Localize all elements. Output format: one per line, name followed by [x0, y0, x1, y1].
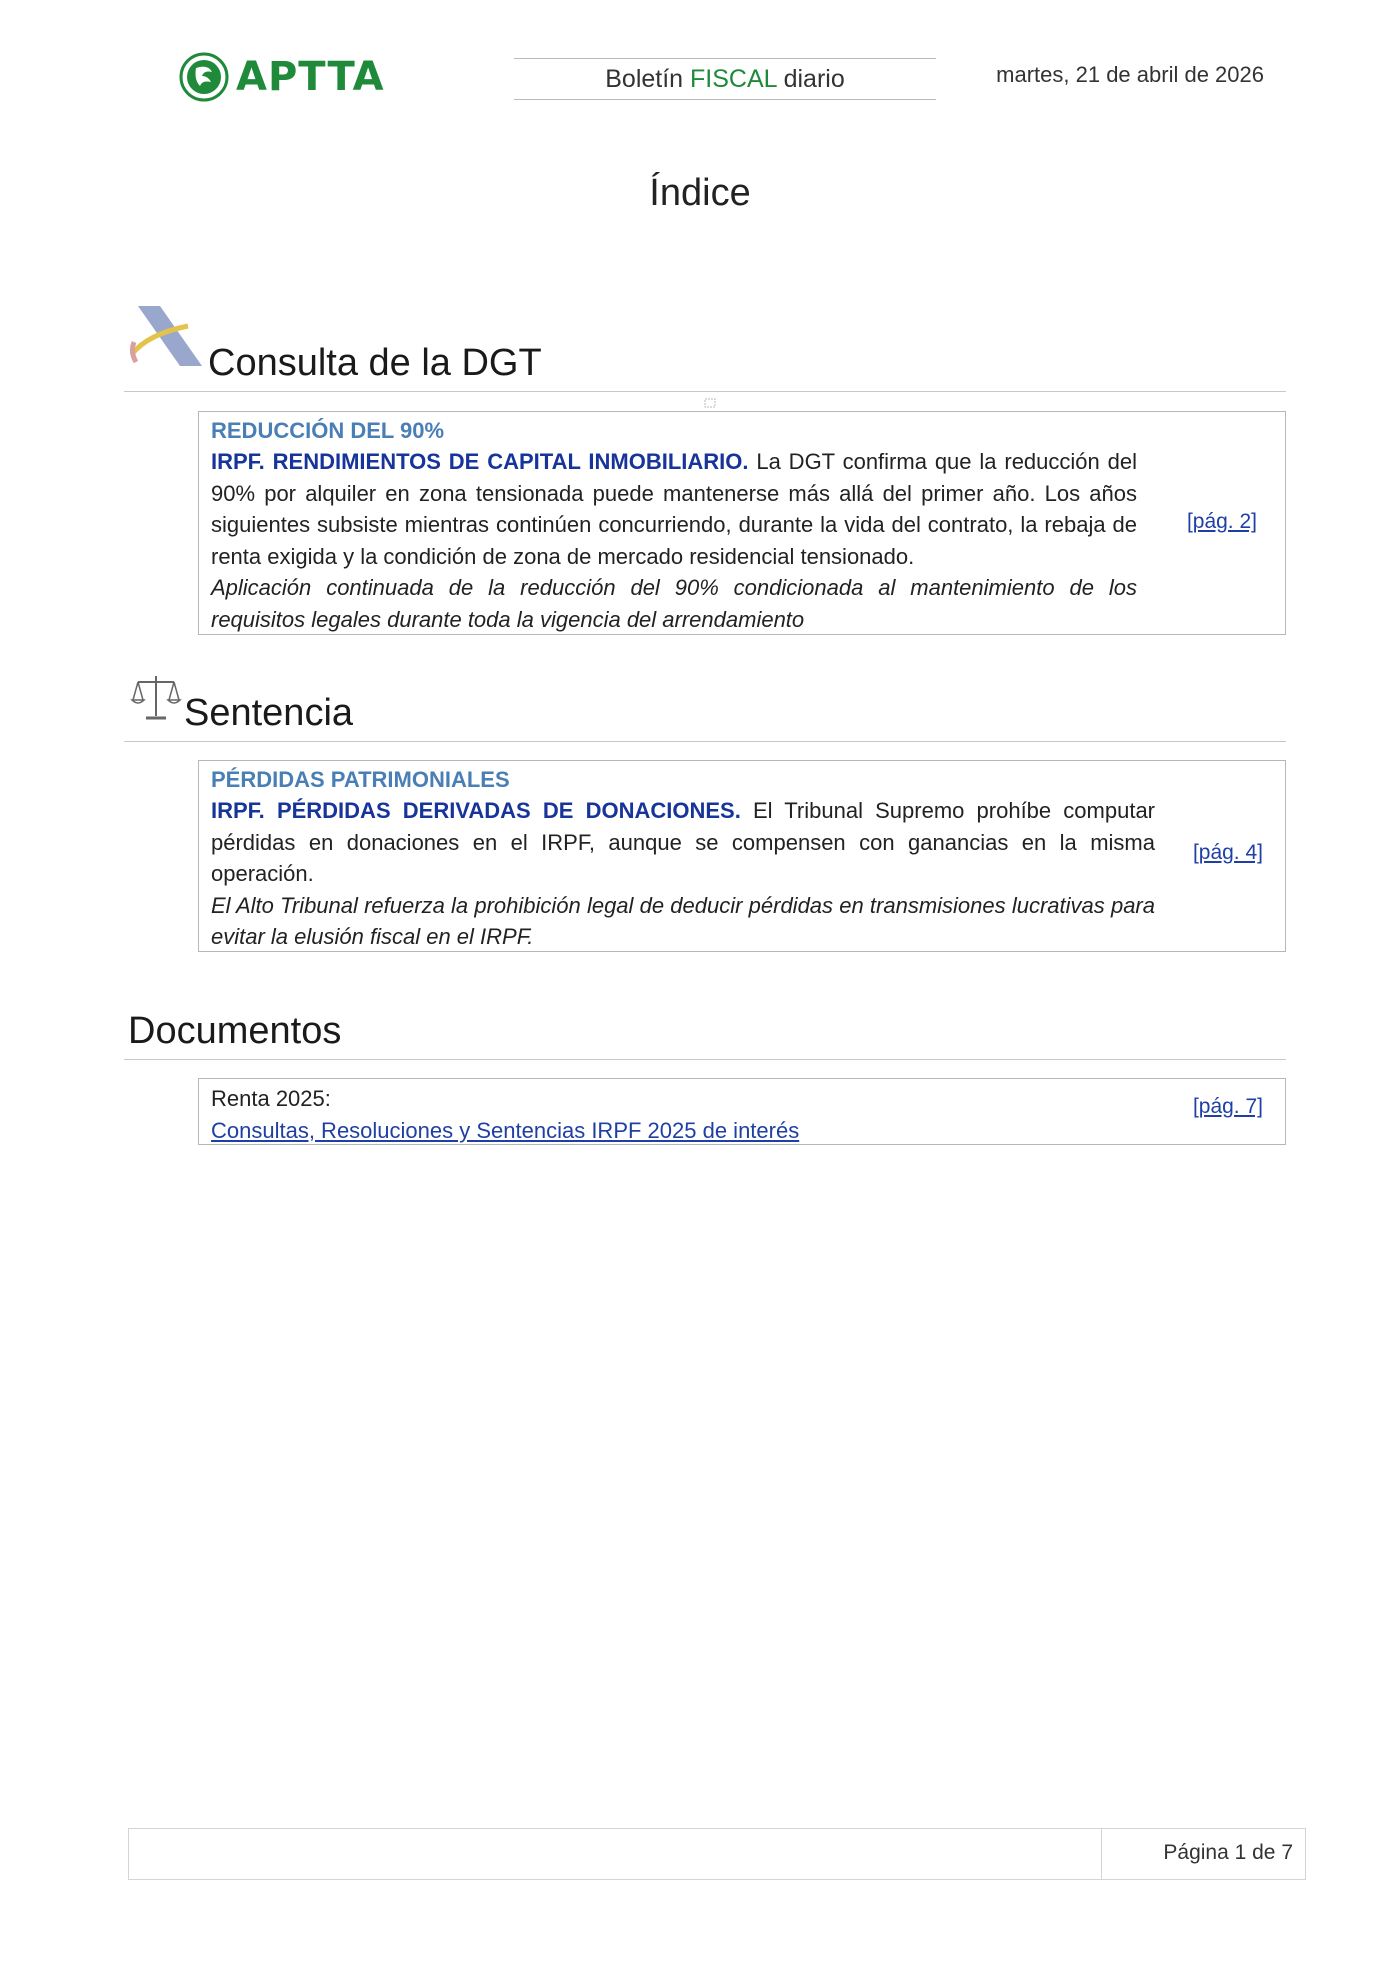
- title-part-3: diario: [776, 65, 845, 93]
- aptta-logo: [178, 52, 385, 102]
- bulletin-date: martes, 21 de abril de 2026: [996, 62, 1264, 87]
- bulletin-title: [514, 58, 936, 100]
- dgt-entry-summary: Aplicación continuada de la reducción del 90% condicionada al mantenimiento de los requisitos legales durante toda la vigencia del arrendamiento: [211, 575, 1137, 632]
- dgt-entry-text: La DGT confirma que la reducción del 90% por alquiler en zona tensionada puede mantenerse más allá del primer año. Los años siguientes subsiste mientras continúen concurriendo, durante la vida del contrato, la rebaja de renta exigida y la condición de zona de mercado residencial tensionado.: [211, 449, 1137, 569]
- page-footer: [128, 1828, 1306, 1880]
- dgt-page-link[interactable]: [pág. 2]: [1186, 510, 1257, 533]
- title-part-1: Boletín: [605, 65, 691, 93]
- sentencia-page-link[interactable]: [pág. 4]: [1192, 841, 1263, 864]
- section-documentos-heading: [124, 1008, 1286, 1060]
- section-dgt-title: Consulta de la DGT: [208, 342, 542, 384]
- footer-page-number: Página 1 de 7: [1163, 1841, 1293, 1864]
- aptta-emblem-icon: [178, 52, 230, 102]
- documentos-page-link[interactable]: [pág. 7]: [1192, 1095, 1263, 1118]
- documentos-entry-box: [198, 1078, 1286, 1145]
- section-sentencia-heading: [124, 690, 1286, 742]
- dgt-entry-body: [211, 446, 1137, 572]
- sentencia-entry-headline: IRPF. PÉRDIDAS DERIVADAS DE DONACIONES.: [211, 798, 741, 823]
- small-move-icon: [704, 398, 716, 408]
- sentencia-entry-text: El Tribunal Supremo prohíbe computar pérdidas en donaciones en el IRPF, aunque se compensen con ganancias en la misma operación.: [211, 798, 1156, 886]
- sentencia-entry-tag: PÉRDIDAS PATRIMONIALES: [211, 767, 510, 792]
- sentencia-entry-summary: El Alto Tribunal refuerza la prohibición legal de deducir pérdidas en transmisiones lucrativas para evitar la elusión fiscal en el IRPF.: [211, 892, 1155, 949]
- dgt-entry-headline: IRPF. RENDIMIENTOS DE CAPITAL INMOBILIARIO.: [211, 449, 749, 474]
- section-sentencia-title: Sentencia: [184, 692, 354, 734]
- section-documentos-title: Documentos: [128, 1010, 342, 1052]
- sentencia-entry-body: [211, 795, 1155, 890]
- title-part-fiscal: FISCAL: [690, 65, 777, 93]
- footer-divider: [1101, 1829, 1102, 1879]
- dgt-entry-tag: REDUCCIÓN DEL 90%: [211, 418, 445, 443]
- index-title: Índice: [649, 172, 751, 214]
- dgt-entry-box: [198, 411, 1286, 635]
- sentencia-entry-box: [198, 760, 1286, 952]
- logo-text: APTTA: [236, 54, 385, 100]
- documentos-entry-label: Renta 2025:: [211, 1086, 331, 1111]
- section-dgt-heading: [124, 340, 1286, 392]
- documentos-entry-link[interactable]: Consultas, Resoluciones y Sentencias IRPF 2025 de interés: [211, 1117, 800, 1143]
